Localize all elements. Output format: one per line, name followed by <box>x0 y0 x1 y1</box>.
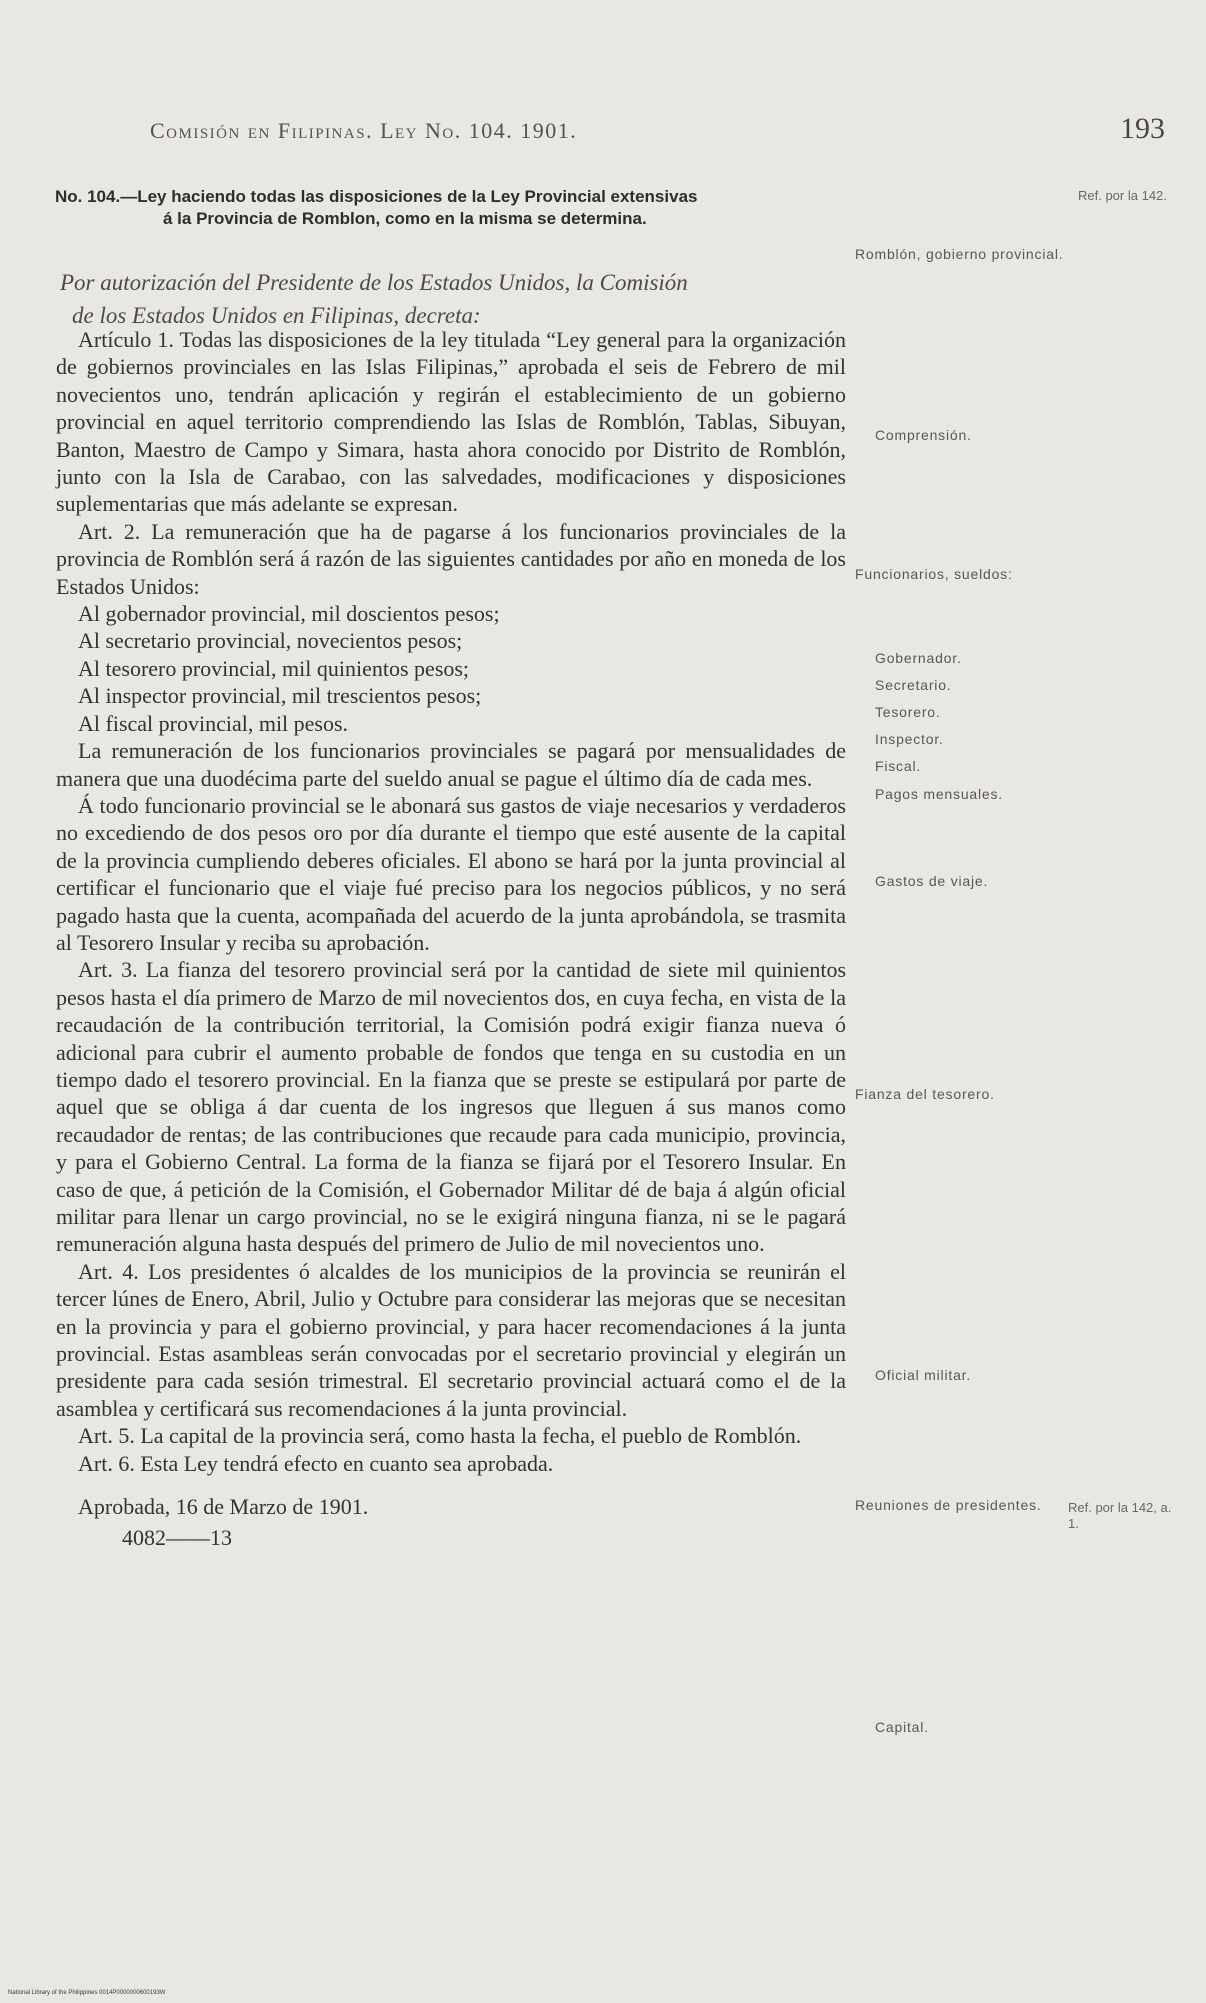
article-4: Art. 4. Los presidentes ó alcaldes de los municipios de la provincia se reunirán el tercer lúnes de Enero, Abril, Julio y Octubre para considerar las mejoras que se necesitan en la provincia y para el gobierno provincial, y para hacer recomendaciones á la junta provincial. Estas asambleas serán convocadas por el secretario provincial y elegirán un presidente para cada sesión trimestral. El secretario provincial actuará como el de la asamblea y certificará sus recomendaciones á la junta provincial. <box>56 1258 846 1421</box>
signature-mark: 4082——13 <box>122 1525 232 1551</box>
body-text <box>56 326 846 1552</box>
margin-note-capital: Capital. <box>875 1719 929 1735</box>
margin-note-oficial: Oficial militar. <box>875 1367 972 1383</box>
travel-expenses-paragraph: Á todo funcionario provincial se le abonará sus gastos de viaje necesarios y verdaderos no excediendo de dos pesos oro por día durante el tiempo que esté ausente de la capital de la provincia cumpliendo deberes oficiales. El abono se hará por la junta provincial al certificar el funcionario que el viaje fué preciso para los negocios públicos, y no será pagado hasta que la cuenta, acompañada del acuerdo de la junta aprobándola, se trasmita al Tesorero Insular y reciba su aprobación. <box>56 792 846 955</box>
margin-note-comprension: Comprensión. <box>875 427 972 443</box>
margin-note-reuniones: Reuniones de presidentes. <box>855 1497 1042 1513</box>
salary-item-inspector: Al inspector provincial, mil trescientos pesos; <box>78 683 482 709</box>
margin-note-fiscal: Fiscal. <box>875 758 922 774</box>
margin-note-romblon: Romblón, gobierno provincial. <box>855 246 1064 262</box>
monthly-payments-paragraph: La remuneración de los funcionarios provinciales se pagará por mensualidades de manera que una duodécima parte del sueldo anual se pague el último día de cada mes. <box>56 738 846 791</box>
article-1: Artículo 1. Todas las disposiciones de la ley titulada “Ley general para la organización de gobiernos provinciales en las Islas Filipinas,” aprobada el seis de Febrero de mil novecientos uno, tendrán aplicación y regirán el establecimiento de un gobierno provincial en aquel territorio comprendiendo las Islas de Romblón, Tablas, Sibuyan, Banton, Maestro de Campo y Simara, hasta ahora conocido por Distrito de Romblón, junto con la Isla de Carabao, con las salvedades, modificaciones y disposiciones suplementarias que más adelante se expresan. <box>56 327 846 517</box>
margin-note-tesorero: Tesorero. <box>875 704 941 720</box>
salary-item-governor: Al gobernador provincial, mil doscientos pesos; <box>78 601 500 627</box>
article-5: Art. 5. La capital de la provincia será, como hasta la fecha, el pueblo de Romblón. <box>78 1423 802 1449</box>
margin-note-secretario: Secretario. <box>875 677 952 693</box>
margin-ref-bottom: Ref. por la 142, a. 1. <box>1068 1500 1172 1531</box>
preamble-line-1: Por autorización del Presidente de los Estados Unidos, la Comisión <box>60 270 688 295</box>
margin-ref-top: Ref. por la 142. <box>1078 188 1167 203</box>
preamble <box>60 266 850 332</box>
page-number: 193 <box>1120 112 1165 145</box>
approval-date: Aprobada, 16 de Marzo de 1901. <box>78 1494 369 1520</box>
margin-note-gobernador: Gobernador. <box>875 650 962 666</box>
salary-item-treasurer: Al tesorero provincial, mil quinientos pesos; <box>78 655 470 681</box>
article-3: Art. 3. La fianza del tesorero provincial será por la cantidad de siete mil quinientos pesos hasta el día primero de Marzo de mil novecientos dos, en cuya fecha, en vista de la recaudación de la contribución territorial, la Comisión podrá exigir fianza nueva ó adicional para cubrir el aumento probable de fondos que tenga en su custodia en un tiempo dado el tesorero provincial. En la fianza que se preste se estipulará por parte de aquel que se obliga á dar cuenta de los ingresos que lleguen á sus manos como recaudador de rentas; de las contribuciones que recaude para cada municipio, provincia, y para el Gobierno Central. La forma de la fianza se fijará por el Tesorero Insular. En caso de que, á petición de la Comisión, el Gobernador Militar dé de baja á algún oficial militar para llenar un cargo provincial, no se le exigirá ninguna fianza, ni se le pagará remuneración alguna hasta después del primero de Julio de mil novecientos uno. <box>56 957 846 1257</box>
article-2: Art. 2. La remuneración que ha de pagarse á los funcionarios provinciales de la provincia de Romblón será á razón de las siguientes cantidades por año en moneda de los Estados Unidos: <box>56 518 846 599</box>
salary-item-secretary: Al secretario provincial, novecientos pesos; <box>78 628 463 654</box>
margin-note-inspector: Inspector. <box>875 731 944 747</box>
preamble-line-2: de los Estados Unidos en Filipinas, decreta: <box>72 303 481 328</box>
running-head: Comisión en Filipinas. Ley No. 104. 1901. <box>150 118 578 143</box>
salary-item-fiscal: Al fiscal provincial, mil pesos. <box>78 710 349 736</box>
law-title-line-2: á la Provincia de Romblon, como en la misma se determina. <box>163 209 647 228</box>
margin-note-gastos: Gastos de viaje. <box>875 873 989 889</box>
scan-footer: National Library of the Philippines 0014P0000000600193W <box>8 1990 166 1996</box>
margin-note-pagos: Pagos mensuales. <box>875 786 1003 802</box>
article-6: Art. 6. Esta Ley tendrá efecto en cuanto sea aprobada. <box>78 1450 554 1476</box>
law-title-line-1: No. 104.—Ley haciendo todas las disposiciones de la Ley Provincial extensivas <box>55 187 698 206</box>
margin-note-fianza: Fianza del tesorero. <box>855 1086 995 1102</box>
law-title <box>55 186 865 230</box>
margin-note-funcionarios: Funcionarios, sueldos: <box>855 566 1013 582</box>
